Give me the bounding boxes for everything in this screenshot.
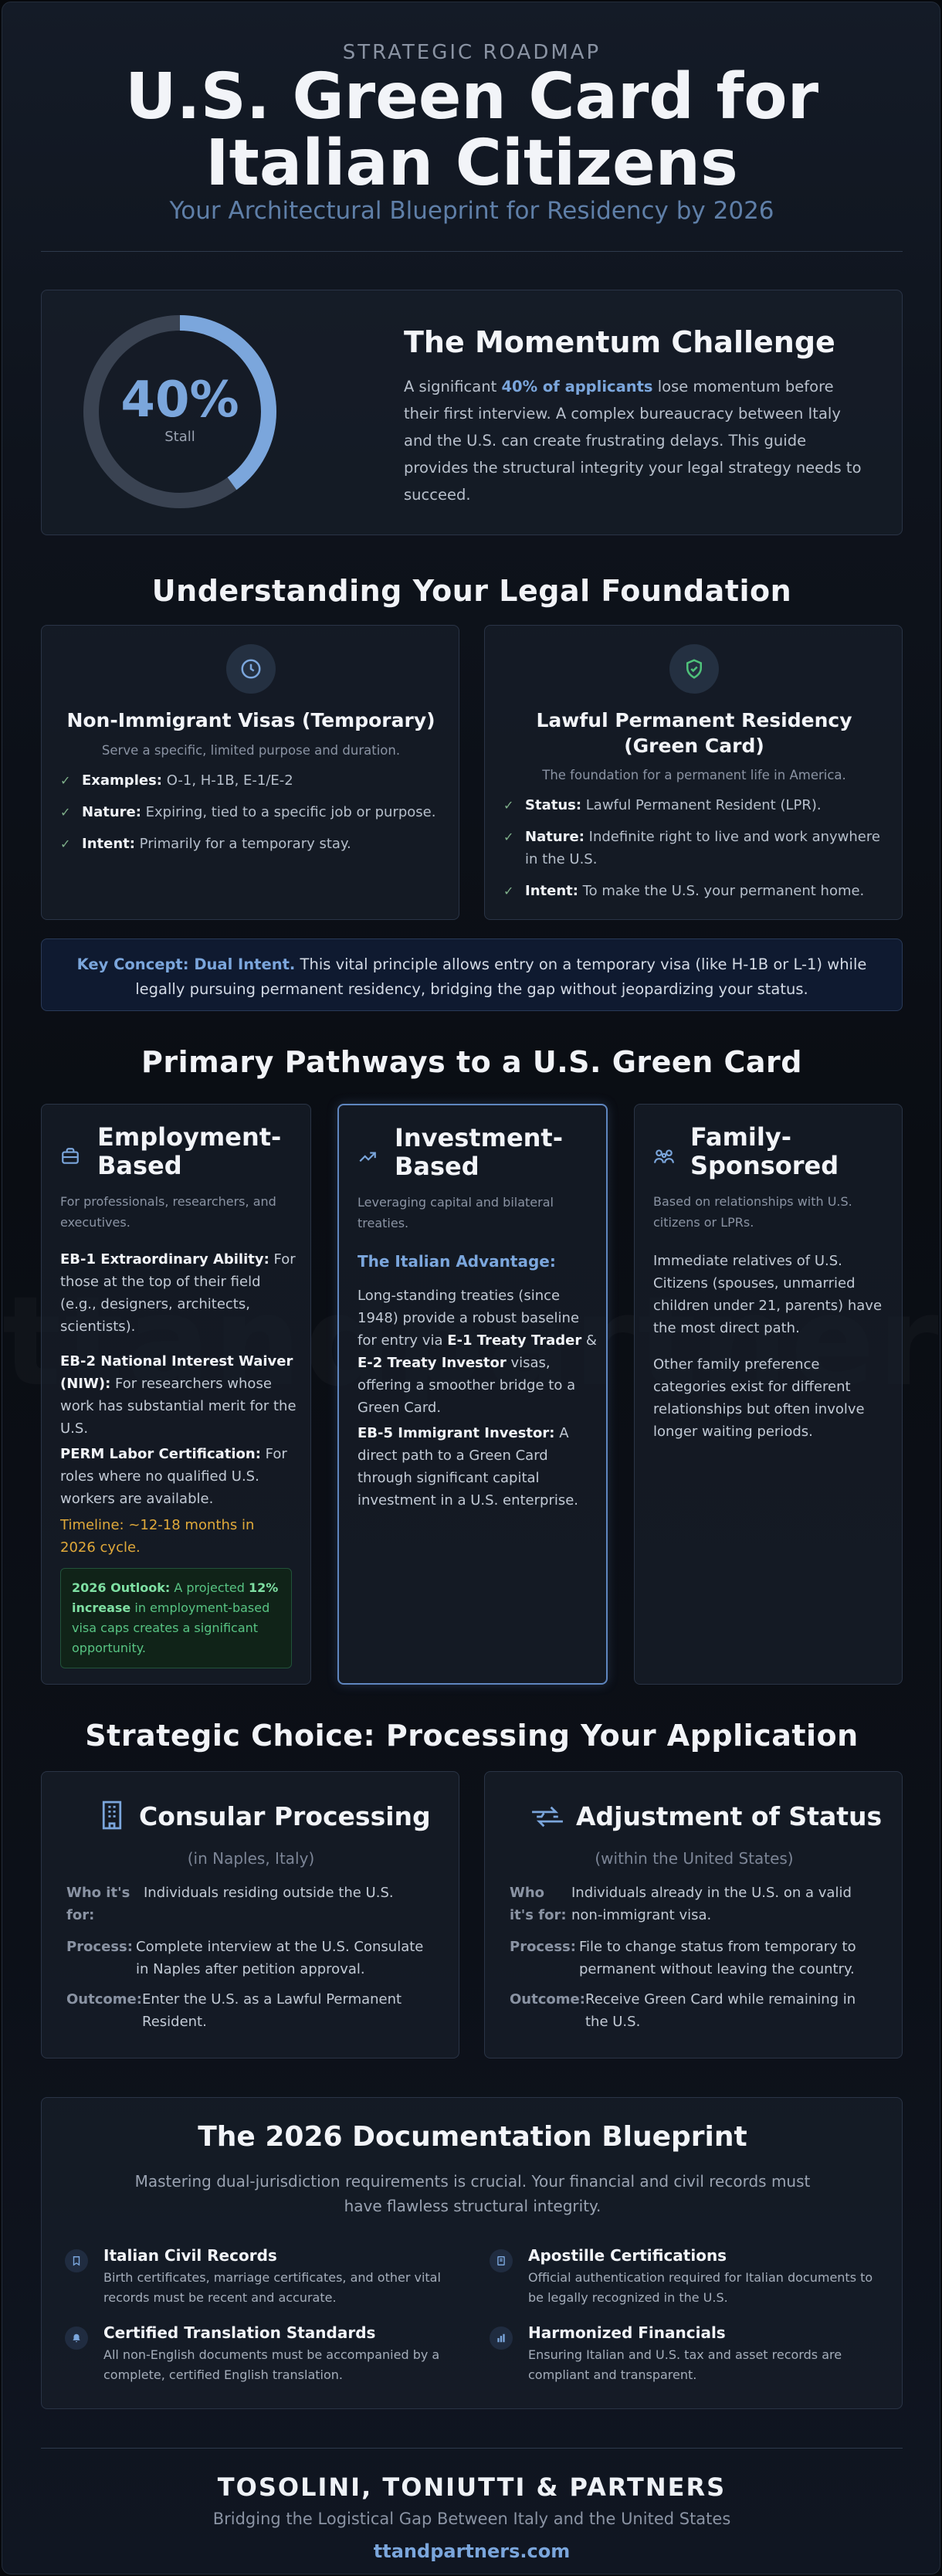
- doc-item-desc: Official authentication required for Italian documents to be legally recognized in the U.S.: [528, 2270, 873, 2305]
- consular-value-who: Individuals residing outside the U.S.: [144, 1885, 394, 1901]
- footer-divider: [41, 2448, 903, 2449]
- momentum-body: [404, 373, 867, 508]
- check-icon: ✓: [60, 805, 71, 820]
- adjustment-card: [484, 1771, 903, 2058]
- investment-card: [337, 1104, 608, 1685]
- shield-check-icon: [669, 644, 719, 694]
- adjustment-value-who: Individuals already in the U.S. on a valid non-immigrant visa.: [571, 1885, 852, 1923]
- documentation-card: [41, 2097, 903, 2409]
- outlook-callout: 2026 Outlook: A projected 12% increase in employment-based visa caps creates a significant opportunity.: [60, 1568, 292, 1668]
- dual-intent-text: This vital principle allows entry on a temporary visa (like H-1B or L-1) while legally pursuing permanent residency, bridging the gap without jeopardizing your status.: [135, 955, 867, 998]
- adjustment-value-outcome: Receive Green Card while remaining in the U.S.: [585, 1991, 856, 2030]
- adjustment-key-outcome: Outcome:: [510, 1991, 585, 2008]
- employment-item-perm: PERM Labor Certification: For roles where no qualified U.S. workers are available.: [60, 1446, 287, 1507]
- consular-title: Consular Processing: [139, 1801, 431, 1831]
- family-paragraph-1: Immediate relatives of U.S. Citizens (spouses, unmarried children under 21, parents) have the most direct path.: [653, 1253, 883, 1336]
- bullet-item: ✓ Status: Lawful Permanent Resident (LPR).: [502, 794, 888, 816]
- family-icon: [653, 1146, 675, 1169]
- page: [2, 2, 940, 2574]
- ring-label: Stall: [164, 429, 195, 445]
- consular-card: [41, 1771, 459, 2058]
- doc-item-title: Italian Civil Records: [103, 2246, 277, 2265]
- temporary-visa-card: [41, 625, 459, 920]
- check-icon: ✓: [503, 884, 514, 898]
- building-icon: [97, 1800, 127, 1834]
- check-icon: ✓: [60, 773, 71, 788]
- temporary-visa-bullets: [59, 769, 437, 864]
- momentum-ring: [80, 311, 280, 512]
- employment-title: Employment-Based: [97, 1122, 282, 1180]
- green-card-bullets: [502, 794, 888, 911]
- consular-key-who: Who it's for:: [66, 1885, 130, 1923]
- bullet-item: ✓ Nature: Expiring, tied to a specific job or purpose.: [59, 801, 437, 823]
- firm-name: TOSOLINI, TONIUTTI & PARTNERS: [217, 2472, 727, 2502]
- employment-subtitle: For professionals, researchers, and executives.: [60, 1194, 276, 1230]
- eyebrow: STRATEGIC ROADMAP: [342, 41, 601, 64]
- temporary-visa-subtitle: Serve a specific, limited purpose and duration.: [101, 743, 401, 758]
- pathways-title: Primary Pathways to a U.S. Green Card: [141, 1045, 802, 1079]
- foundation-title: Understanding Your Legal Foundation: [151, 574, 792, 608]
- bookmark-icon: [65, 2249, 88, 2272]
- temporary-visa-title: Non-Immigrant Visas (Temporary): [66, 709, 435, 731]
- doc-item-desc: All non-English documents must be accompanied by a complete, certified English translation.: [103, 2347, 440, 2382]
- clock-icon: [226, 644, 276, 694]
- consular-key-process: Process:: [66, 1939, 133, 1955]
- consular-key-outcome: Outcome:: [66, 1991, 142, 2008]
- green-card-title: Lawful Permanent Residency (Green Card): [536, 709, 852, 757]
- employment-item-eb1: EB-1 Extraordinary Ability: For those at the top of their field (e.g., designers, architects, scientists).: [60, 1251, 296, 1335]
- page-subtitle: Your Architectural Blueprint for Residency by 2026: [169, 197, 774, 225]
- family-paragraph-2: Other family preference categories exist for different relationships but often involve longer waiting periods.: [653, 1356, 865, 1440]
- consular-value-outcome: Enter the U.S. as a Lawful Permanent Resident.: [142, 1991, 402, 2030]
- bar-chart-icon: [490, 2327, 513, 2350]
- doc-item-title: Apostille Certifications: [528, 2246, 727, 2265]
- bell-icon: [65, 2327, 88, 2350]
- check-icon: ✓: [503, 798, 514, 813]
- italian-advantage-heading: The Italian Advantage:: [357, 1252, 556, 1271]
- doc-item-title: Harmonized Financials: [528, 2323, 726, 2342]
- bullet-item: ✓ Examples: O-1, H-1B, E-1/E-2: [59, 769, 437, 792]
- plane-transfer-icon: [530, 1804, 565, 1832]
- adjustment-key-who: Who it's for:: [510, 1885, 567, 1923]
- briefcase-icon: [60, 1146, 80, 1169]
- doc-item-desc: Ensuring Italian and U.S. tax and asset records are compliant and transparent.: [528, 2347, 842, 2382]
- bullet-item: ✓ Nature: Indefinite right to live and work anywhere in the U.S.: [502, 826, 888, 871]
- header-divider: [41, 251, 903, 252]
- bullet-item: ✓ Intent: To make the U.S. your permanent home.: [502, 880, 888, 902]
- momentum-body-post: lose momentum before their first interview. A complex bureaucracy between Italy and the U.S. can create frustrating delays. This guide provides the structural integrity your legal strategy needs to succeed.: [404, 378, 862, 504]
- consular-subtitle: (in Naples, Italy): [187, 1849, 315, 1868]
- family-title: Family-Sponsored: [690, 1122, 839, 1180]
- employment-card: [41, 1104, 311, 1685]
- dual-intent-callout: [41, 938, 903, 1011]
- investment-title: Investment-Based: [395, 1123, 563, 1181]
- adjustment-key-process: Process:: [510, 1939, 576, 1955]
- eb5-text: EB-5 Immigrant Investor: A direct path to a Green Card through significant capital investment in a U.S. enterprise.: [357, 1425, 579, 1509]
- consular-value-process: Complete interview at the U.S. Consulate in Naples after petition approval.: [136, 1939, 424, 1977]
- investment-subtitle: Leveraging capital and bilateral treaties.: [357, 1195, 554, 1230]
- adjustment-subtitle: (within the United States): [595, 1849, 794, 1868]
- employment-item-eb2: EB-2 National Interest Waiver (NIW): For researchers whose work has substantial merit for the U.S.: [60, 1353, 296, 1437]
- website-link[interactable]: ttandpartners.com: [373, 2540, 571, 2562]
- green-card-subtitle: The foundation for a permanent life in America.: [542, 768, 846, 782]
- trend-up-icon: [357, 1147, 378, 1170]
- bullet-item: ✓ Intent: Primarily for a temporary stay.: [59, 833, 437, 855]
- family-subtitle: Based on relationships with U.S. citizens or LPRs.: [653, 1194, 852, 1230]
- italian-advantage-text: Long-standing treaties (since 1948) provide a robust baseline for entry via E-1 Treaty Trader & E-2 Treaty Investor visas, offering a smoother bridge to a Green Card.: [357, 1288, 597, 1416]
- check-icon: ✓: [60, 837, 71, 851]
- adjustment-title: Adjustment of Status: [576, 1801, 883, 1831]
- check-icon: ✓: [503, 830, 514, 844]
- doc-item-desc: Birth certificates, marriage certificates, and other vital records must be recent and accurate.: [103, 2270, 441, 2305]
- doc-item-title: Certified Translation Standards: [103, 2323, 376, 2342]
- family-card: [634, 1104, 903, 1685]
- momentum-body-pre: A significant: [404, 378, 502, 395]
- documentation-intro: Mastering dual-jurisdiction requirements is crucial. Your financial and civil records must have flawless structural integrity.: [134, 2172, 811, 2215]
- momentum-highlight: 40% of applicants: [501, 378, 653, 395]
- momentum-title: The Momentum Challenge: [404, 325, 835, 359]
- employment-timeline: Timeline: ~12-18 months in 2026 cycle.: [60, 1517, 255, 1556]
- dual-intent-lead: Key Concept: Dual Intent.: [76, 955, 296, 973]
- ring-percent: 40%: [120, 372, 239, 429]
- adjustment-value-process: File to change status from temporary to permanent without leaving the country.: [579, 1939, 856, 1977]
- page-title: U.S. Green Card for Italian Citizens: [124, 60, 819, 200]
- firm-tagline: Bridging the Logistical Gap Between Italy and the United States: [212, 2510, 731, 2528]
- documentation-title: The 2026 Documentation Blueprint: [198, 2121, 747, 2153]
- green-card-card: [484, 625, 903, 920]
- document-stamp-icon: [490, 2249, 513, 2272]
- processing-title: Strategic Choice: Processing Your Application: [85, 1719, 859, 1753]
